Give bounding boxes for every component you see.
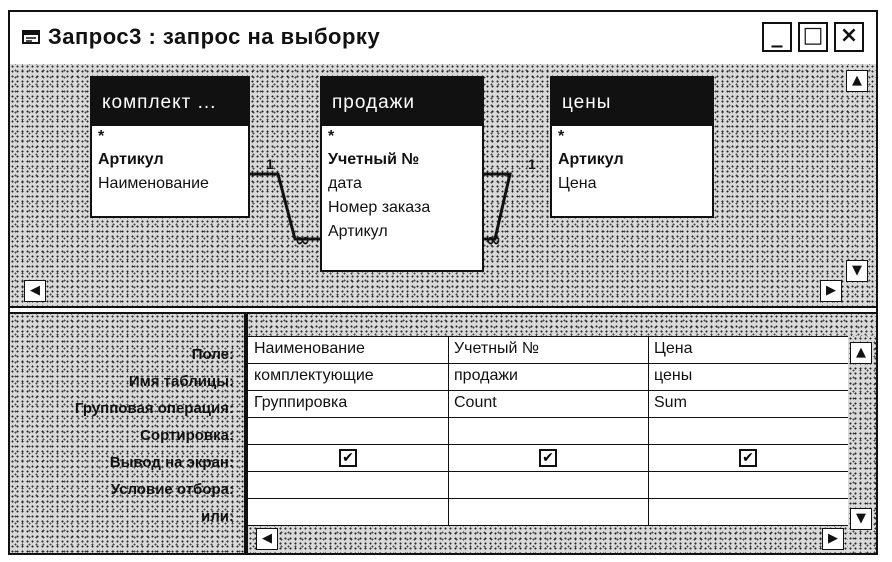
field-tsena[interactable]: Цена bbox=[558, 175, 597, 192]
relation-many-label-2: ∞ bbox=[486, 230, 501, 251]
column-selector-bar[interactable] bbox=[244, 314, 876, 336]
field-nomer-zakaza[interactable]: Номер заказа bbox=[328, 199, 431, 216]
grid-table-cell-1[interactable]: комплектующие bbox=[254, 367, 374, 384]
row-label-sort: Сортировка: bbox=[140, 427, 234, 444]
field-star[interactable]: * bbox=[328, 128, 335, 145]
table-prodazhi-title: продажи bbox=[322, 78, 482, 126]
table-diagram-pane[interactable] bbox=[10, 64, 876, 306]
row-label-criteria: Условие отбора: bbox=[110, 481, 234, 498]
pane-splitter[interactable] bbox=[10, 306, 876, 314]
show-checkbox-2[interactable]: ✔ bbox=[539, 449, 557, 467]
query-grid-pane bbox=[10, 314, 876, 553]
table-tseny-title: цены bbox=[552, 78, 712, 126]
field-artikul[interactable]: Артикул bbox=[558, 151, 624, 168]
row-label-field: Поле: bbox=[191, 346, 234, 363]
field-star[interactable]: * bbox=[98, 128, 105, 145]
field-artikul[interactable]: Артикул bbox=[98, 151, 164, 168]
title-bar[interactable] bbox=[10, 12, 876, 64]
show-checkbox-3[interactable]: ✔ bbox=[739, 449, 757, 467]
table-komplekt-title: комплект ... bbox=[92, 78, 248, 126]
maximize-button[interactable]: □ bbox=[798, 22, 828, 52]
field-artikul[interactable]: Артикул bbox=[328, 223, 388, 240]
row-label-group: Групповая операция: bbox=[74, 400, 234, 417]
table-tseny[interactable] bbox=[550, 76, 714, 218]
field-uchetny-nomer[interactable]: Учетный № bbox=[328, 151, 420, 168]
show-checkbox-1[interactable]: ✔ bbox=[339, 449, 357, 467]
window-title: Запрос3 : запрос на выборку bbox=[48, 24, 381, 49]
row-labels-column bbox=[10, 314, 244, 553]
minimize-button[interactable]: _ bbox=[762, 22, 792, 52]
relation-one-label-2: 1 bbox=[528, 156, 536, 172]
grid-field-cell-3[interactable]: Цена bbox=[654, 340, 693, 357]
grid-scroll-up-button[interactable]: ▲ bbox=[850, 342, 872, 364]
scroll-right-button[interactable]: ▶ bbox=[820, 280, 842, 302]
relation-one-label-1: 1 bbox=[266, 156, 274, 172]
grid-group-cell-1[interactable]: Группировка bbox=[254, 394, 348, 411]
relation-many-label-1: ∞ bbox=[295, 230, 310, 251]
grid-group-cell-2[interactable]: Count bbox=[454, 394, 497, 411]
field-data[interactable]: дата bbox=[328, 175, 362, 192]
row-label-or: или: bbox=[201, 508, 234, 525]
row-label-table: Имя таблицы: bbox=[128, 373, 234, 390]
close-button[interactable]: × bbox=[834, 22, 864, 52]
scroll-down-button[interactable]: ▼ bbox=[846, 260, 868, 282]
query-window-icon bbox=[22, 30, 40, 44]
field-naimenovanie[interactable]: Наименование bbox=[98, 175, 209, 192]
design-grid bbox=[248, 336, 848, 526]
grid-field-cell-2[interactable]: Учетный № bbox=[454, 340, 540, 357]
field-star[interactable]: * bbox=[558, 128, 565, 145]
query-window bbox=[8, 10, 878, 555]
table-komplekt[interactable] bbox=[90, 76, 250, 218]
grid-scroll-left-button[interactable]: ◀ bbox=[256, 528, 278, 550]
row-label-show: Вывод на экран: bbox=[109, 454, 234, 471]
grid-scroll-right-button[interactable]: ▶ bbox=[822, 528, 844, 550]
grid-scroll-down-button[interactable]: ▼ bbox=[850, 508, 872, 530]
grid-group-cell-3[interactable]: Sum bbox=[654, 394, 687, 411]
grid-horizontal-scrollbar[interactable] bbox=[248, 526, 848, 553]
table-prodazhi[interactable] bbox=[320, 76, 484, 272]
grid-field-cell-1[interactable]: Наименование bbox=[254, 340, 365, 357]
scroll-up-button[interactable]: ▲ bbox=[846, 70, 868, 92]
scroll-left-button[interactable]: ◀ bbox=[24, 280, 46, 302]
grid-table-cell-3[interactable]: цены bbox=[654, 367, 693, 384]
grid-table-cell-2[interactable]: продажи bbox=[454, 367, 518, 384]
